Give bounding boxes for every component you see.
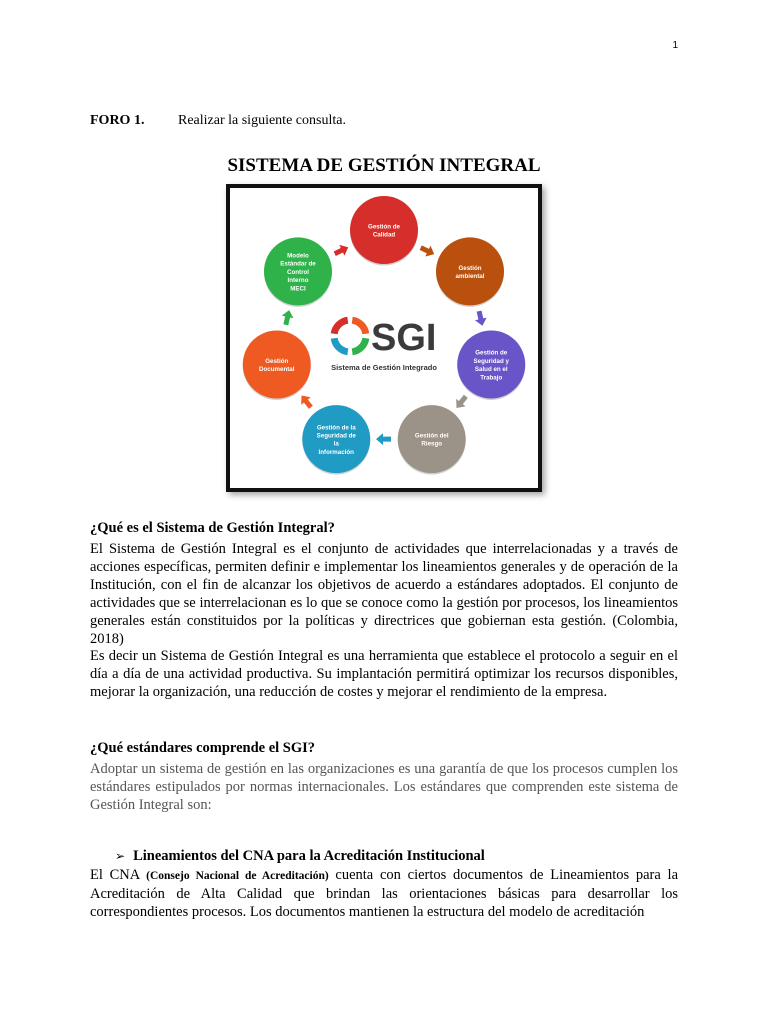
cycle-arrow-icon [332, 242, 351, 259]
process-node-label: Información [318, 448, 354, 456]
cna-parenthetical: (Consejo Nacional de Acreditación) [146, 870, 329, 882]
process-node-label: la [333, 440, 339, 448]
sgi-diagram-svg [230, 188, 538, 488]
foro-text: Realizar la siguiente consulta. [178, 113, 346, 128]
cycle-arrow-icon [376, 433, 391, 445]
process-node-label: Calidad [372, 231, 396, 239]
process-node-label: Gestión [458, 264, 482, 272]
process-node-label: MECI [290, 285, 306, 293]
process-node-label: Gestión de la [316, 424, 356, 432]
cycle-arrow-icon [473, 310, 488, 327]
cycle-arrow-icon [452, 393, 471, 412]
process-node [436, 237, 504, 307]
process-node [457, 330, 525, 400]
sgi-logo-subtitle: Sistema de Gestión Integrado [331, 363, 437, 372]
cycle-arrow-icon [297, 392, 316, 411]
process-node-label: Seguridad de [316, 432, 356, 440]
sgi-diagram [226, 184, 542, 492]
process-node-label: Gestión de [368, 223, 400, 231]
paragraph-1: El Sistema de Gestión Integral es el conjunto de actividades que interrelacionadas y a través de acciones específicas, permiten definir e implementar los lineamientos generales y de operación de la Institución, con el fin de alcanzar los objetivos de acuerdo a estándares adoptados. El conjunto de actividades que se interrelacionan es lo que se conoce como la gestión por procesos, los lineamientos generales están constituidos por la políticas y directrices que gobiernan esta gestión. (Colombia, 2018) [90, 541, 678, 647]
process-node-label: Gestión [265, 357, 289, 365]
process-node-label: ambiental [455, 273, 485, 281]
bullet-heading-text: Lineamientos del CNA para la Acreditación Institucional [133, 848, 485, 864]
paragraph-cna [90, 866, 678, 921]
process-node [350, 196, 418, 266]
process-node-label: Seguridad y [473, 357, 509, 365]
cycle-arrow-icon [280, 309, 295, 326]
document-title: SISTEMA DE GESTIÓN INTEGRAL [227, 155, 541, 176]
foro-line [90, 113, 346, 129]
process-node [264, 237, 332, 307]
process-node-label: Salud en el [474, 366, 508, 374]
process-node [398, 405, 466, 475]
question-1: ¿Qué es el Sistema de Gestión Integral? [90, 520, 335, 536]
bullet-heading [115, 848, 485, 865]
process-node [302, 405, 370, 475]
question-2: ¿Qué estándares comprende el SGI? [90, 740, 316, 756]
process-node-label: Control [286, 268, 309, 276]
process-node-label: Gestión del [414, 432, 449, 440]
process-node-label: Modelo [287, 252, 309, 260]
process-node-label: Documental [259, 366, 295, 374]
arrow-bullet-icon: ➢ [115, 849, 126, 863]
process-node-label: Trabajo [480, 374, 503, 382]
cna-rest: cuenta con ciertos documentos de Lineamientos para la Acreditación de Alta Calidad que brindan las orientaciones básicas para desarrollar los correspondientes procesos. Los documentos mantienen la estructura del modelo de acreditación [90, 867, 679, 920]
paragraph-3: Adoptar un sistema de gestión en las organizaciones es una garantía de que los procesos cumplen los estándares estipulados por normas internacionales. Los estándares que comprenden este sistema de Gestión Integral son: [90, 761, 678, 813]
process-node [243, 330, 311, 400]
process-node-label: Riesgo [421, 440, 443, 448]
paragraph-2: Es decir un Sistema de Gestión Integral es una herramienta que establece el protocolo a seguir en el día a día de una actividad productiva. Su implantación permitirá optimizar los recursos disponibles, mejorar la organización, una reducción de costes y mejorar el rendimiento de la empresa. [90, 648, 678, 700]
cna-prefix: El CNA [90, 867, 147, 883]
page-number: 1 [672, 40, 678, 51]
sgi-logo-icon [334, 320, 366, 352]
foro-label: FORO 1. [90, 113, 145, 128]
process-node-label: Estándar de [280, 260, 316, 268]
sgi-logo-text: SGI [371, 317, 437, 359]
cycle-arrow-icon [418, 242, 437, 259]
process-node-label: Gestión de [475, 349, 508, 357]
process-node-label: Interno [287, 277, 309, 285]
